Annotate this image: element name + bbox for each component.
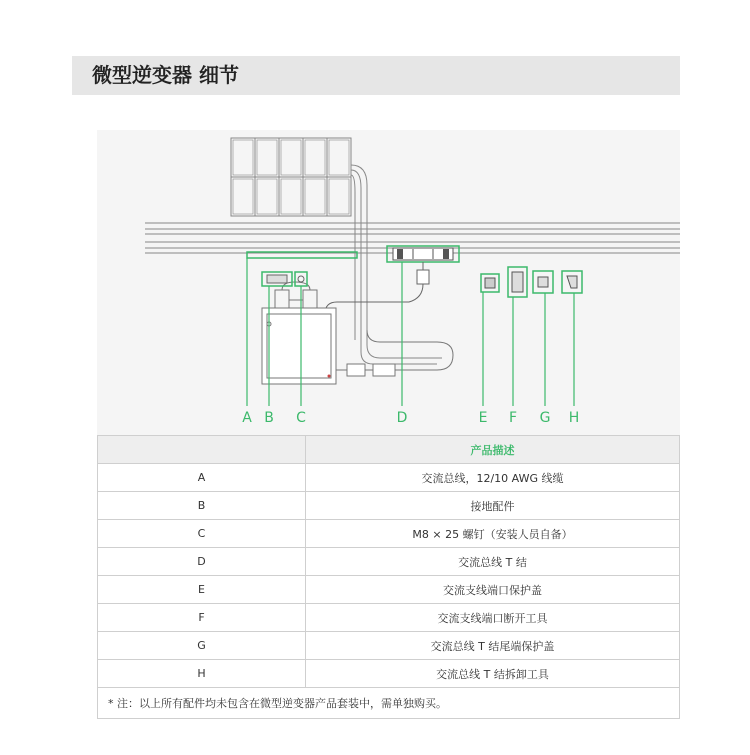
inverter-output-cable [336,330,453,376]
table-row [98,548,680,576]
row-desc: 接地配件 [306,492,680,520]
table-row [98,464,680,492]
table-row [98,576,680,604]
table-row [98,492,680,520]
row-desc: M8 × 25 螺钉（安装人员自备） [306,520,680,548]
row-key: D [98,548,306,576]
port-cap-box [481,274,499,292]
end-cap-box [533,271,553,293]
panel-cables [351,165,442,364]
diagram-panel [97,130,680,435]
label-h: H [568,410,580,426]
header-key [98,436,306,464]
header-desc: 产品描述 [306,436,680,464]
t-connector [387,246,459,262]
row-key: C [98,520,306,548]
label-a: A [242,410,252,426]
row-key: G [98,632,306,660]
label-e: E [478,410,488,426]
installation-diagram [97,130,680,435]
table-row [98,604,680,632]
microinverter [262,282,336,384]
label-c: C [296,410,306,426]
row-desc: 交流支线端口保护盖 [306,576,680,604]
drop-connector [325,262,429,314]
row-desc: 交流总线，12/10 AWG 线缆 [306,464,680,492]
footnote: * 注：以上所有配件均未包含在微型逆变器产品套装中，需单独购买。 [98,688,680,719]
table-row [98,520,680,548]
solar-panel [231,138,351,216]
table-header-row [98,436,680,464]
row-desc: 交流总线 T 结拆卸工具 [306,660,680,688]
footnote-row [98,688,680,719]
row-key: F [98,604,306,632]
page-title: 微型逆变器 细节 [92,63,239,87]
row-key: H [98,660,306,688]
row-desc: 交流总线 T 结 [306,548,680,576]
release-tool-box [562,271,582,293]
row-key: B [98,492,306,520]
label-d: D [396,410,408,426]
grounding-accessory [262,272,292,286]
title-bar [72,56,680,95]
label-f: F [508,410,518,426]
disconnect-tool-box [508,267,527,297]
row-key: E [98,576,306,604]
table-row [98,660,680,688]
row-desc: 交流总线 T 结尾端保护盖 [306,632,680,660]
label-b: B [264,410,274,426]
spec-table [97,435,680,719]
row-key: A [98,464,306,492]
row-desc: 交流支线端口断开工具 [306,604,680,632]
label-g: G [539,410,551,426]
table-row [98,632,680,660]
